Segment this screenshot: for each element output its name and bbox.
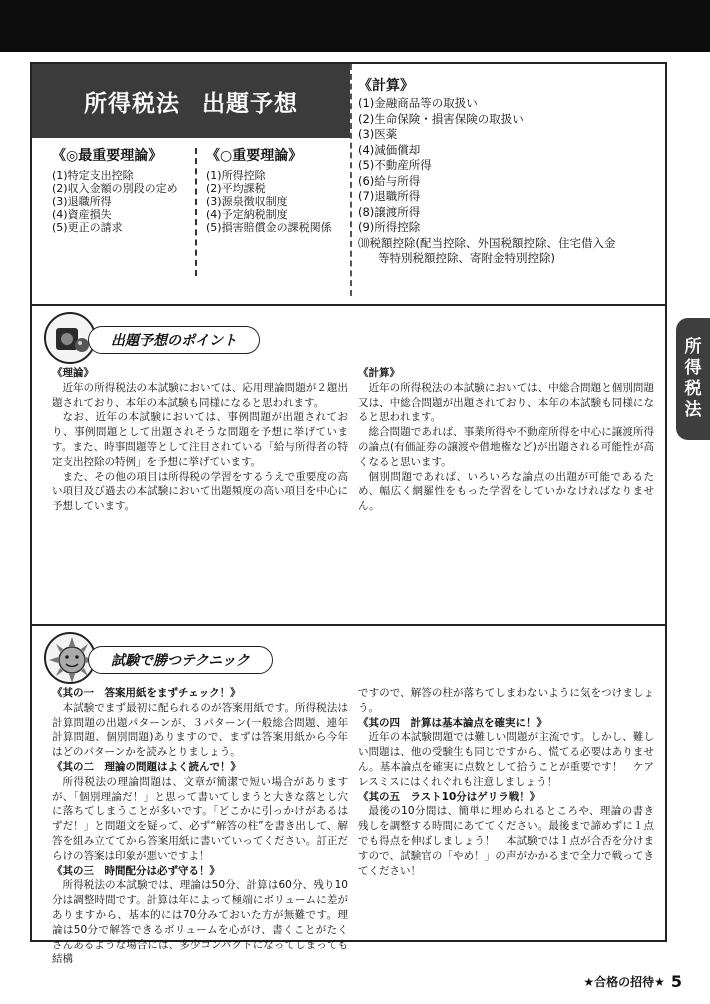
- list-item: (7)退職所得: [358, 189, 421, 203]
- tip-heading: 《其の二 理論の問題はよく読んで！》: [52, 760, 241, 773]
- paragraph: 近年の所得税法の本試験においては、応用理論問題が２題出題されており、本年の本試験も同様になると思われます。: [52, 381, 348, 409]
- list-item: (2)生命保険・損害保険の取扱い: [358, 111, 524, 126]
- technique-heading: 試験で勝つテクニック: [88, 646, 273, 674]
- points-theory: [52, 366, 348, 514]
- list-item: (5)損害賠償金の課税関係: [206, 221, 332, 234]
- technique-left: [52, 686, 348, 967]
- most-important-heading: 《◎最重要理論》: [52, 148, 163, 164]
- list-item: (8)譲渡所得: [358, 204, 421, 219]
- list-item: (1)所得控除: [206, 169, 266, 182]
- paragraph: 最後の10分間は、簡単に埋められるところや、理論の書き残しを調整する時間にあててください。最後まで諦めずに１点でも得点を伸ばしましょう！ 本試験では１点が合否を分けますので、試験官の「やめ！」の声がかかるまで全力で戦ってきてください！: [358, 805, 654, 877]
- tab-char: 所: [684, 337, 702, 357]
- list-item: (4)予定納税制度: [206, 208, 288, 221]
- list-item: (3)退職所得: [52, 195, 112, 208]
- title-forecast: 出題予想: [202, 90, 298, 117]
- paragraph: 近年の所得税法の本試験においては、中総合問題と個別問題又は、中総合問題が出題されており、本年の本試験も同様になると思われます。: [358, 381, 654, 424]
- points-heading: 出題予想のポイント: [88, 326, 260, 354]
- points-calc-subheading: 《計算》: [358, 367, 400, 379]
- paragraph: なお、近年の本試験においては、事例問題が出題されており、事例問題として出題されそうな問題を予想に挙げています。また、時事問題等として注目されている「給与所得者の特定支出控除の特例」を予想に挙げています。: [52, 411, 348, 468]
- list-item: (9)所得控除: [358, 220, 421, 234]
- tip-heading: 《其の一 答案用紙をまずチェック！》: [52, 687, 241, 699]
- tip-heading: 《其の五 ラスト10分はゲリラ戦！》: [358, 790, 541, 803]
- content-frame: [30, 62, 667, 966]
- paragraph: 本試験でまず最初に配られるのが答案用紙です。所得税法は計算問題の出題パターンが、３パターン(一般総合問題、連年計算問題、個別問題)ありますので、まずは答案用紙から今年はどのパターンかを読みとりましょう。: [52, 701, 348, 759]
- page-number: 5: [670, 972, 682, 991]
- list-item: (5)更正の請求: [52, 221, 123, 234]
- calc-heading: 《計算》: [358, 78, 414, 94]
- list-item: (1)金融商品等の取扱い: [358, 96, 478, 110]
- list-item: ⑽税額控除(配当控除、外国税額控除、住宅借入金: [358, 235, 616, 250]
- technique-right: [358, 686, 654, 878]
- dashed-divider: [350, 64, 352, 296]
- list-item: (5)不動産所得: [358, 158, 432, 172]
- paragraph: 総合問題であれば、事業所得や不動産所得を中心に譲渡所得の論点(有価証券の譲渡や借地権など)が出題される可能性が高くなると思います。: [358, 426, 654, 468]
- important-theory: [206, 148, 332, 234]
- page-title: [32, 64, 350, 138]
- tip-heading: 《其の三 時間配分は必ず守る！》: [52, 864, 220, 877]
- paragraph: ですので、解答の柱が落ちてしまわないように気をつけましょう。: [358, 687, 654, 714]
- list-item: (6)給与所得: [358, 173, 421, 188]
- paragraph: また、その他の項目は所得税の学習をするうえで重要度の高い項目及び過去の本試験において出題頻度の高い項目を中心に予想しています。: [52, 470, 348, 513]
- page-footer: [583, 972, 682, 991]
- list-item: (3)医薬: [358, 127, 398, 141]
- paragraph: 所得税法の本試験では、理論は50分、計算は60分、残り10分は調整時間です。計算は年によって極端にボリュームに差がありますから、基本的には70分みておいた方が無難です。理論は50分で解答できるボリュームを心がけ、書くことがたくさんあるような場合には、多少コンパクトになってしまっても結構: [52, 879, 348, 966]
- most-important-theory: [52, 148, 178, 234]
- list-item: (4)減価償却: [358, 142, 421, 157]
- list-item: (1)特定支出控除: [52, 169, 134, 182]
- list-item: (2)収入金額の別段の定め: [52, 182, 178, 195]
- top-black-bar: [0, 0, 710, 52]
- list-item: 等特別税額控除、寄附金特別控除): [378, 251, 555, 265]
- tab-char: 法: [684, 400, 702, 420]
- list-item: (3)源泉徴収制度: [206, 195, 288, 208]
- dashed-divider: [195, 148, 197, 276]
- tip-heading: 《其の四 計算は基本論点を確実に！》: [358, 716, 547, 729]
- points-section-header: [44, 312, 284, 366]
- chapter-tab: [676, 318, 710, 440]
- technique-section-header: [44, 632, 284, 686]
- tab-char: 税: [684, 379, 702, 399]
- paragraph: 所得税法の理論問題は、文章が簡潔で短い場合がありますが、「個別理論だ！」と思って書いてしまうと大きな落とし穴に落ちてしまうことが多いです。「どこかに引っかけがあるはずだ！」と問題文を疑って、必ず“解答の柱”を書き出して、解答を組み立ててから答案用紙に書いていってください。訂正だらけの答案は印象が悪いですよ！: [52, 775, 348, 862]
- important-heading: 《○重要理論》: [206, 148, 303, 164]
- points-theory-subheading: 《理論》: [52, 367, 94, 379]
- list-item: (4)資産損失: [52, 208, 112, 221]
- title-subject: 所得税法: [84, 90, 180, 117]
- footer-label: ★合格の招待★: [583, 975, 665, 989]
- tab-char: 得: [684, 358, 702, 378]
- section-divider: [32, 304, 665, 306]
- calc-list: [358, 78, 658, 267]
- points-calc: [358, 366, 654, 514]
- section-divider: [32, 624, 665, 626]
- paragraph: 近年の本試験問題では難しい問題が主流です。しかし、難しい問題は、他の受験生も同じですから、慌てる必要はありません。基本論点を確実に点数として拾うことが重要です！ ケアレスミスにはくれぐれも注意しましょう！: [358, 731, 654, 788]
- list-item: (2)平均課税: [206, 182, 266, 195]
- paragraph: 個別問題であれば、いろいろな論点の出題が可能であるため、幅広く網羅性をもった学習をしていかなければなりません。: [358, 470, 654, 513]
